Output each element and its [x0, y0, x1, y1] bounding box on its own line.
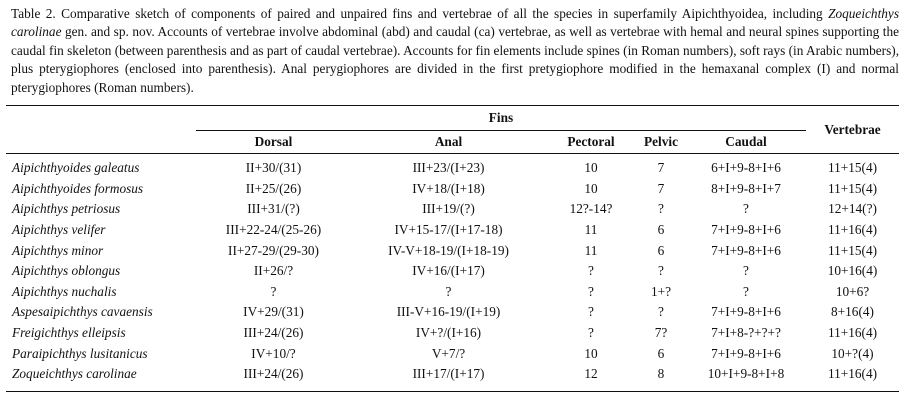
pectoral-cell: ?	[588, 325, 594, 341]
pelvic-cell: ?	[658, 201, 664, 217]
species-cell: Aspesaipichthys cavaensis	[12, 304, 153, 320]
caudal-cell: 6+I+9-8+I+6	[711, 160, 781, 176]
anal-cell: III+17/(I+17)	[412, 366, 485, 382]
vertebrae-cell: 11+16(4)	[827, 366, 878, 382]
anal-cell: III+19/(?)	[422, 201, 475, 217]
pectoral-cell: 12	[584, 366, 598, 382]
caption-lead: Table 2. Comparative sketch of components of paired and unpaired fins and vertebrae of all the species in superfamily Aipichthyoidea, including	[11, 6, 829, 21]
fins-group-header: Fins	[196, 106, 806, 131]
caudal-header: Caudal	[725, 134, 767, 149]
anal-cell: IV+?/(I+16)	[415, 325, 482, 341]
dorsal-cell: ?	[270, 283, 277, 299]
vertebrae-cell: 11+15(4)	[827, 160, 878, 176]
table-row	[6, 343, 899, 364]
dorsal-cell: III+31/(?)	[247, 201, 300, 217]
anal-cell: IV+18/(I+18)	[412, 180, 485, 196]
pectoral-cell: 10	[584, 180, 598, 196]
vertebrae-cell: 10+16(4)	[827, 263, 878, 279]
pelvic-cell: 8	[657, 366, 665, 382]
caudal-cell: ?	[743, 263, 749, 279]
pelvic-cell: 7	[657, 160, 665, 176]
vertebrae-cell: 8+16(4)	[831, 304, 874, 320]
pelvic-cell: 6	[657, 222, 665, 238]
species-cell: Aipichthyoides galeatus	[12, 160, 140, 176]
caudal-cell: 7+I+8-?+?+?	[711, 325, 781, 341]
table-row	[6, 154, 899, 179]
vertebrae-cell: 12+14(?)	[828, 201, 877, 217]
anal-cell: IV-V+18-19/(I+18-19)	[388, 242, 509, 258]
pelvic-cell: 6	[657, 242, 665, 258]
anal-cell: V+7/?	[431, 345, 466, 361]
table-row	[6, 220, 899, 241]
pectoral-cell: 11	[584, 242, 598, 258]
pectoral-header: Pectoral	[567, 134, 615, 149]
anal-cell: ?	[445, 283, 452, 299]
dorsal-cell: II+27-29/(29-30)	[228, 242, 319, 258]
dorsal-header: Dorsal	[254, 134, 293, 149]
caudal-cell: 7+I+9-8+I+6	[711, 304, 781, 320]
species-cell: Zoqueichthys carolinae	[12, 366, 137, 382]
vertebrae-header: Vertebrae	[824, 121, 881, 137]
anal-cell: III+23/(I+23)	[412, 160, 485, 176]
pelvic-cell: ?	[658, 263, 664, 279]
caudal-cell: ?	[743, 283, 749, 299]
species-cell: Aipichthys velifer	[12, 222, 106, 238]
caudal-cell: ?	[743, 201, 749, 217]
species-cell: Aipichthys petriosus	[12, 201, 121, 217]
pectoral-cell: 10	[584, 160, 598, 176]
vertebrae-cell: 10+?(4)	[831, 345, 874, 361]
species-cell: Freigichthys elleipsis	[12, 325, 126, 341]
dorsal-cell: II+25/(26)	[245, 180, 302, 196]
table-row	[6, 323, 899, 344]
pelvic-cell: 7	[657, 180, 665, 196]
anal-cell: IV+15-17/(I+17-18)	[394, 222, 503, 238]
pelvic-cell: 6	[657, 345, 665, 361]
pelvic-header: Pelvic	[644, 134, 678, 149]
anal-cell: III-V+16-19/(I+19)	[396, 304, 501, 320]
table-row	[6, 261, 899, 282]
pelvic-cell: 1+?	[650, 283, 672, 299]
pelvic-cell: 7?	[654, 325, 668, 341]
table-row	[6, 240, 899, 261]
vertebrae-cell: 11+15(4)	[827, 242, 878, 258]
pectoral-cell: ?	[588, 263, 594, 279]
species-cell: Aipichthyoides formosus	[12, 180, 144, 196]
caudal-cell: 7+I+9-8+I+6	[711, 242, 781, 258]
species-header-blank	[6, 106, 196, 131]
pectoral-cell: 10	[584, 345, 598, 361]
dorsal-cell: IV+29/(31)	[243, 304, 304, 320]
dorsal-cell: III+24/(26)	[243, 325, 304, 341]
vertebrae-cell: 10+6?	[835, 283, 870, 299]
caudal-cell: 7+I+9-8+I+6	[711, 345, 781, 361]
table-row	[6, 199, 899, 220]
dorsal-cell: II+30/(31)	[245, 160, 302, 176]
pectoral-cell: ?	[588, 283, 594, 299]
pectoral-cell: ?	[588, 304, 594, 320]
caudal-cell: 10+I+9-8+I+8	[707, 366, 785, 382]
table-body	[6, 154, 899, 392]
dorsal-cell: III+24/(26)	[243, 366, 304, 382]
caption-species: Zoqueichthys carolinae	[11, 6, 899, 40]
pelvic-cell: ?	[658, 304, 664, 320]
table-row	[6, 179, 899, 200]
dorsal-cell: IV+10/?	[251, 345, 296, 361]
anal-header: Anal	[434, 134, 463, 149]
caudal-cell: 8+I+9-8+I+7	[711, 180, 781, 196]
species-cell: Aipichthys minor	[12, 242, 104, 258]
species-cell: Aipichthys nuchalis	[12, 283, 117, 299]
vertebrae-cell: 11+16(4)	[827, 325, 878, 341]
pectoral-cell: 11	[584, 222, 598, 238]
vertebrae-cell: 11+16(4)	[827, 222, 878, 238]
fins-vertebrae-table	[6, 105, 899, 392]
pectoral-cell: 12?-14?	[569, 201, 613, 217]
table-row	[6, 302, 899, 323]
caudal-cell: 7+I+9-8+I+6	[711, 222, 781, 238]
vertebrae-cell: 11+15(4)	[827, 180, 878, 196]
species-cell: Paraipichthys lusitanicus	[12, 345, 148, 361]
table-row	[6, 282, 899, 303]
dorsal-cell: II+26/?	[253, 263, 294, 279]
caption-rest: gen. and sp. nov. Accounts of vertebrae involve abdominal (abd) and caudal (ca) vertebrae, as well as vertebrae with hemal and neural spines supporting the caudal fin skeleton (between parenthesis and as part of caudal vertebrae). Accounts for fin elements include spines (in Roman numbers), soft rays (in Arabic numbers), plus pterygiophores (enclosed into parenthesis). Anal perygiophores are divided in the first pretygiophore modified in the hemaxanal complex (I) and normal pterygiophores (Roman numbers).	[11, 24, 900, 95]
dorsal-cell: III+22-24/(25-26)	[225, 222, 322, 238]
table-row	[6, 364, 899, 391]
table-caption	[11, 5, 899, 97]
species-cell: Aipichthys oblongus	[12, 263, 121, 279]
anal-cell: IV+16/(I+17)	[412, 263, 485, 279]
